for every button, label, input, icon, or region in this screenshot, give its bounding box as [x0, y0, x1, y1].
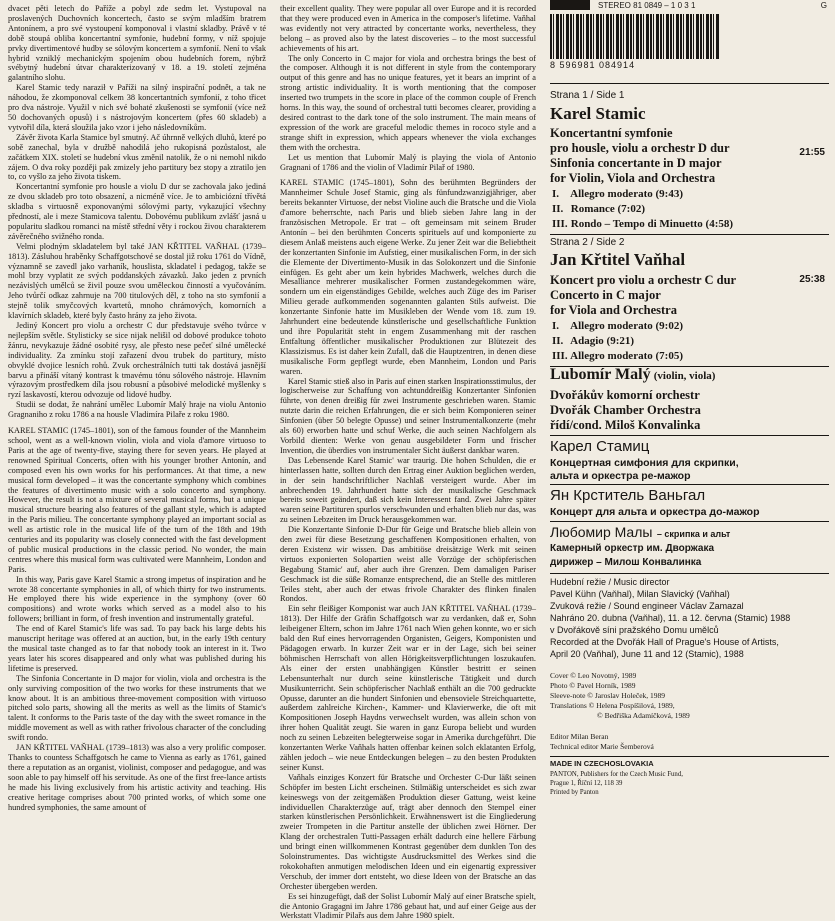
note-paragraph: Karel Stamic tedy naraził v Paříži na silný inspirační podnět, a tak ne náhodou, že zkomponoval celkem 38 koncertantních symfonií, z toho třicet pro dva nástroje. Využil v nich své bohaté zkušenosti se symfonií (více než 50 dochovaných opusů) i s nástrojovým koncertem (přes 60 skladeb) a vytvořil díla, která sloužila jako vzor i jeho následovníkům.	[8, 83, 266, 132]
note-paragraph: Die Konzertante Sinfonie D-Dur für Geige und Bratsche blieb allein von den zwei für diese Besetzung geschaffenen Kompositionen erhalten, von deren Existenz wir wissen. Das ambitiöse dreisätzige Werk mit seinen virtuos exponierten Solopartien weist alle Vorzüge der schöpferischen Begabung Stamic' auf, aber auch ihre Grenzen. Dem damaligen Pariser Geschmack ist die süße Romanze entsprechend, die an Stelle des mittleren Teiles steht, aber auch der etwas frivole Charakter des flinken finalen Rondos.	[280, 525, 536, 604]
side-1-work-en: Sinfonia concertante in D major	[550, 156, 722, 170]
corner-mark: G	[820, 1, 827, 10]
credit-line: Zvuková režie / Sound engineer Václav Zamazal	[550, 601, 744, 611]
credit-line: Pavel Kühn (Vaňhal), Milan Slavický (Vaňhal)	[550, 589, 730, 599]
copyright-line: Cover © Leo Novotný, 1989	[550, 671, 637, 680]
side-2-composer: Jan Křtitel Vaňhal	[550, 250, 686, 269]
note-paragraph: The end of Karel Stamic's life was sad. To pay back his large debts his manuscript heritage was offered at an auction, but, in the early 19th century the musical taste changed as to far that nobody took an interest in it. Two years later his scores disappeared and only what was published during his lifetime is preserved.	[8, 624, 266, 673]
publisher-line: Printed by Panton	[550, 789, 599, 796]
divider	[550, 435, 829, 436]
russian-soloist: Любомир Малы – скрипка и альт	[550, 524, 731, 540]
russian-composer-1: Карел Стамиц	[550, 438, 650, 455]
divider	[550, 234, 829, 235]
note-paragraph: Karel Stamic stieß also in Paris auf einen starken Inspirationsstimulus, der logischerweise zur Schaffung von achtunddreißig Konzertanter Sinfonien führte, von denen dreißig für zwei Instrumente geschrieben waren. Stamic nutzte darin die reichen Erfahrungen, die er sich beim Komponieren seiner Sinfonien (über 50 belegte Opusse) und seiner Instrumentalkonzerte (mehr als 60) erworben hatte und schuf Werke, die auch seinen Nachfolgern als Vorbild dienten: Werke von genau ausgebildeter Form und frischer Invention, die überdies von instrumentaler Sicht äußerst dankbar waren.	[280, 376, 536, 455]
orchestra-cz: Dvořákův komorní orchestr	[550, 388, 700, 402]
movement: II. Romance (7:02)	[552, 203, 645, 215]
movement: I. Allegro moderato (9:43)	[552, 188, 683, 200]
russian-composer-2: Ян Крститель Ваньгал	[550, 487, 706, 504]
publisher-line: PANTON, Publishers for the Czech Music Fund,	[550, 771, 683, 778]
barcode	[550, 14, 720, 59]
russian-work-1: альта и оркестра ре-мажор	[550, 470, 691, 482]
barcode-number: 8 596981 084914	[550, 60, 636, 70]
credit-line: Hudební režie / Music director	[550, 577, 670, 587]
side-1-label: Strana 1 / Side 1	[550, 90, 625, 101]
copyright-line: © Bedřiška Adamíčková, 1989	[597, 711, 690, 720]
side-1-work-cz: pro housle, violu a orchestr D dur	[550, 141, 730, 155]
russian-conductor: дирижер – Милош Конвалинка	[550, 557, 702, 568]
russian-orchestra: Камерный оркестр им. Дворжака	[550, 543, 715, 554]
copyright-line: Sleeve-note © Jaroslav Holeček, 1989	[550, 691, 666, 700]
note-paragraph: Vaňhals einziges Konzert für Bratsche und Orchester C-Dur läßt seinen Schöpfer im besten Licht erscheinen. Stilmäßig unterscheidet es sich zwar keineswegs von der zeitgemäßen Produktion dieser Gattung, weist keine individuellen Charakterzüge auf, trägt aber dennoch den Stempel einer starken künstlerischen Persönlichkeit. Erwähnenswert ist die Eingliederung zweier Trompeten in die Partitur anstelle der üblichen zwei Hörner. Der Klang der orchestralen Tutti-Passagen erhält dadurch eine hellere Färbung und bringt einen willkommenen Kontrast gegenüber dem dunklen Ton des Soloinstrumentes. Das wichtigste Ausdrucksmittel des Werkes sind die rokokohaften anmutigen melodischen Ideen und ein eigenartig expressiver Verschub, der immer dort entsteht, wo diese Ideen von der Bratsche an das Orchester übergeben werden.	[280, 772, 536, 891]
credit-line: Nahráno 20. dubna (Vaňhal), 11. a 12. června (Stamic) 1988	[550, 613, 791, 623]
note-paragraph: The Sinfonia Concertante in D major for violin, viola and orchestra is the only surviving composition of the two works for these instruments that we know about. It is an ambitious three-movement composition with virtuoso pitched solo parts, showing all the merits as well as the limits of Stamic's talent. It conforms to the Paris taste of the day with the sweet romance in the middle movement as well as with rather frivolous character of the concluding swift rondo.	[8, 673, 266, 743]
track-listing-column	[542, 0, 835, 800]
sleeve-notes-column-2	[272, 0, 542, 921]
copyright-line: Translations © Helena Pospíšilová, 1989,	[550, 701, 675, 710]
side-1-composer: Karel Stamic	[550, 104, 646, 123]
note-paragraph: In this way, Paris gave Karel Stamic a strong impetus of inspiration and he wrote 38 concertante symphonies in all, of which thirty for two instruments. He employed there his wide experience in the symphony (over 60 compositions) and wrote works which served as a model also to his followers; brilliant in form, of fresh invention and instrumentally grateful.	[8, 574, 266, 624]
side-1-duration: 21:55	[799, 147, 825, 158]
divider	[550, 83, 829, 84]
catalogue-number: STEREO 81 0849 – 1 0 3 1	[598, 1, 696, 10]
note-paragraph: Ein sehr fleißiger Komponist war auch JAN KŘTITEL VAŇHAL (1739–1813). Der Hilfe der Gräfin Schaffgotsch war zu verdanken, daß er, Sohn leibeigener Eltern, schon im Jahre 1761 nach Wien gehen konnte, wo er sich bald den Ruf eines hervorragenden Organisten, Geigers, Komponisten und Pädagogen erwarb. In kurzer Zeit war er in der Lage, sich bei seiner böhmischen Herrschaft von allen Hörigkeitsverpflichtungen loszukaufen. Als einer der ersten unabhängigen Künstler bestritt er seinen Lebensunterhalt nur durch seine künstlerische Tätigkeit und durch Musikunterricht. Sein schöpferischer Nachlaß enthält an die 700 gedruckte Opusse, darunter an die hundert Sinfonien und ebensoviele Streichquartette, außerdem zahlreiche Kirchen-, Kammer- und Klavierwerke, die oft mit Kompositionen Joseph Haydns verwechselt wurden, was allein schon von ihrer hohen Qualität zeugt. Sie waren in ganz Europa beliebt und wurden noch zu seinen Lebzeiten belegterweise sogar in Amerika durchgeführt. Die konzertanten Werke Vaňhals hatten offenbar keinen solch eklatanten Erfolg, zählen jedoch – wie neue Entdeckungen belegen – zu den besten Produkten seiner Kunst.	[280, 604, 536, 772]
side-2-work-en: Concerto in C major	[550, 288, 661, 302]
credit-line: Recorded at the Dvořák Hall of Prague's House of Artists,	[550, 637, 779, 647]
editor-line: Technical editor Marie Šemberová	[550, 742, 654, 751]
orchestra-en: Dvořák Chamber Orchestra	[550, 403, 701, 417]
made-in: MADE IN CZECHOSLOVAKIA	[550, 759, 654, 768]
note-paragraph: KAREL STAMIC (1745–1801), Sohn des berühmten Begründers der Mannheimer Schule Josef Stamic, ging als fünfundzwanzigjähriger, aber bereits bekannter Virtuose, der nebst Violine auch die Bratsche und die Viola d'amore beherrschte, nach Paris und blieb sieben Jahre lang in der französischen Metropole. Er trat – oft gemeinsam mit seinem Bruder Antonín – bei den berühmten Concerts spirituels auf und komponierte zu diesem Anlaß meistens auch eigene Werke. Zu jener Zeit war die Beliebtheit der konzertanten Sinfonie im Aufstieg, einer musikalischen Form, in der sich die Elemente der Divertimento-Musik in das Solokonzert und die Sinfonie einfügen. Es geht aber um kein hybrides Machwerk, welches durch die Mesalliance mehrerer musikalischer Formen zustandegekommen wäre, sondern um ein eigenständiges Gebilde, welches auch Züge des im Pariser Milieu gerade aufkommenden sogenannten galanten Stils aufweist. Die konzertante Sinfonie hatte im Musikleben der Wende vom 18. zum 19. Jahrhundert eine bedeutende künstlerische und gesellschaftliche Funktion und ihre Popularität steht in engem Zusammenhang mit der raschen Entfaltung öffentlicher musikalischer Produktionen zur Blütezeit des Klassizismus. Es ist daher kein Zufall, daß die Hauptzentren, in denen diese musikalische Form gepflegt wurde, eben Mannheim, London und Paris waren.	[280, 178, 536, 376]
side-2-work-cz: Koncert pro violu a orchestr C dur	[550, 273, 737, 287]
note-paragraph: Velmi plodným skladatelem byl také JAN KŘTITEL VAŇHAL (1739–1813). Zásluhou hraběnky Schaffgotschové se dostal již roku 1761 do Vídně, významně se zavedl jako varhaník, houslista, skladatel i pedagog, takže se mohl brzy vyplatit ze svých poddanských závazků. Jako jeden z prvních nezávislých umělců se živil pouze svou uměleckou činností a vyučováním. Jeho tvůrčí odkaz zahrnuje na 700 titulových děl, z toho na sto symfonií a stejně tolik smyčcových kvartetů, mnoho chrámových, komorních a klavírních skladeb, které byly často hrány za jeho života.	[8, 241, 266, 321]
movement: II. Adagio (9:21)	[552, 335, 635, 347]
divider	[550, 484, 829, 485]
side-2-duration: 25:38	[799, 274, 825, 285]
divider	[550, 573, 829, 574]
movement: I. Allegro moderato (9:02)	[552, 320, 683, 332]
publisher-line: Prague 1, Říční 12, 118 39	[550, 780, 623, 787]
russian-work-1: Концертная симфония для скрипки,	[550, 457, 739, 469]
note-paragraph: KAREL STAMIC (1745–1801), son of the famous founder of the Mannheim school, went as a well-known violin, viola and viola d'amore virtuoso to Paris at the age of twenty-five, staying there for seven years. He played at renowned Spiritual Concerts, often with his younger brother Antonín, and composed even his own works for his performances. At that time, a new musical form developed – it was the concertante symphony which combines the features of divertimento music with a solo concerto and symphony. However, the result is not a mixture of several musical forms, but a unique musical structure bearing also features of the gallant style, which is adapted in the Paris milieu. The concertante symphony played an important social as well as artistic role in the musical life of the turn of the 18th and 19th centuries and its popularity was closely connected with the fast development of public musical productions in the classic period. No wonder, the main centres where this musical form was cultivated were Mannheim, London and Paris.	[8, 426, 266, 574]
divider	[550, 521, 829, 522]
conductor: řídí/cond. Miloš Konvalinka	[550, 418, 701, 432]
sleeve-notes-column-1	[0, 0, 272, 812]
russian-work-2: Концерт для альта и оркестра до-мажор	[550, 506, 760, 518]
movement: III. Allegro moderato (7:05)	[552, 350, 683, 362]
divider	[550, 756, 829, 757]
note-paragraph: Koncertantní symfonie pro housle a violu D dur se zachovala jako jediná ze dvou skladeb pro toto obsazení, a nicméně více. Je to ambiciózní třívětá skladba s virtuosně exponovanými sólovými party, vykazující všechny předností, ale i meze Stamicova talentu. Dobovému publikum zvlášť jasná u popularitu sladkou romanci na místě střední věty i rockou živou charakterem závěrečného svižného ronda.	[8, 182, 266, 241]
note-paragraph: Jediný Koncert pro violu a orchestr C dur představuje svého tvůrce v nejlepším světle. Stylisticky se sice nijak nelišil od dobové produkce tohoto žánru, nevykazuje žádné osobité rysy, ale přesto nese pečeť silné umělecké individuality. Za zmínku stojí zařazení dvou trubek do partitury, místo obvyklé dvojice lesních rohů. Zvuk orchestrálních tutti tak dostává jasnější barvu a přináší vítaný kontrast k tmavému tónu sólového nástroje. Hlavním výrazovým prostředkem díla jsou robusní a působivé melodické myšlenky s ryzí laskavostí, kterou odvozuje od lidové hudby.	[8, 321, 266, 400]
note-paragraph: Es sei hinzugefügt, daß der Solist Lubomír Malý auf einer Bratsche spielt, die Antonio Gragagni im Jahre 1786 gebaut hat, und auf einer Geige aus der Werkstatt Vladimír Pilařs aus dem Jahre 1980 spielt.	[280, 891, 536, 921]
credit-line: April 20 (Vaňhal), June 11 and 12 (Stamic), 1988	[550, 649, 744, 659]
editor-line: Editor Milan Beran	[550, 732, 609, 741]
note-paragraph: Das Lebensende Karel Stamic' war traurig. Die hohen Schulden, die er hinterlassen hatte, sollten durch den Ertrag einer Auktion beglichen werden, in der sein handschriftlicher Nachlaß versteigert wurde. Aber im anbrechenden 19. Jahrhundert hatte sich der musikalische Geschmack bereits soweit geändert, daß sich kein Interessent fand. Zwei Jahre später waren seine Partituren spurlos verschwunden und erhalten blieb nur das, was zu seinen Lebzeiten im Druck herausgekommen war.	[280, 455, 536, 525]
movement: III. Rondo – Tempo di Minuetto (4:58)	[552, 218, 734, 230]
copyright-line: Photo © Pavel Horník, 1989	[550, 681, 636, 690]
note-paragraph: The only Concerto in C major for viola and orchestra brings the best of the composer. Although it is not different in style from the contemporary output of this genre and has no unique features, yet it bears an imprint of a strong artistic individuality. It is worth mentioning that the composer inserted two trumpets in the score in place of the common couple of French horns. In this way, the sound of orchestral tutti becomes clearer, providing a desired contrast to the dark tone of the solo instrument. The main means of expression of the work are graceful melodic themes in rococo style and a strange shift in expression, which appears whenever the viola exchanges them with the orchestra.	[280, 53, 536, 152]
note-paragraph: Studii se dodat, že nahrání umělec Lubomír Malý hraje na violu Antonio Gragnaniho z roku 1786 a na housle Vladimíra Pilaře z roku 1980.	[8, 400, 266, 420]
side-1-work-cz: Koncertantní symfonie	[550, 126, 673, 140]
side-2-work-en: for Viola and Orchestra	[550, 303, 677, 317]
note-paragraph: their excellent quality. They were popular all over Europe and it is recorded that they were produced even in America in the composer's lifetime. Vaňhal was evidently not very attracted by concertante works, nevertheless, they belong – as proved also by the latest discoveries – to the most successful achievements of his art.	[280, 4, 536, 53]
side-1-work-en: for Violin, Viola and Orchestra	[550, 171, 716, 185]
credit-line: v Dvořákově síni pražského Domu umělců	[550, 625, 719, 635]
side-2-label: Strana 2 / Side 2	[550, 237, 625, 248]
note-paragraph: Závěr života Karla Stamice byl smutný. Ač úhrnně velkých dluhů, které po sobě zanechal, byla v družbě nahodilá jeho rukopisná pozůstalost, ale začátkem XIX. století se hudební vkus změnil natolik, že o ni nemohl nikdo zájem. O dva roky později pak zmizely jeho partitury bez stopy a ztratilo jen to, co vyšlo za jeho života tiskem.	[8, 132, 266, 182]
label-logo	[550, 0, 590, 10]
note-paragraph: JAN KŘTITEL VAŇHAL (1739–1813) was also a very prolific composer. Thanks to countess Schaffgotsch he came to Vienna as early as 1761, gained there a reputation as an organist, violinist, composer and pedagogue, and was soon able to pay himself off his servitude. As one of the first free-lance artists he made his living exclusively from his artistic activity and teaching. His creative heritage comprises about 700 printed works, of which some one hundred symphonies, the same amount of	[8, 743, 266, 812]
note-paragraph: dvacet pěti letech do Paříže a pobyl zde sedm let. Vystupoval na proslavených Duchovních koncertech, často se svým mladším bratrem Antonínem, a pro své vystoupení komponoval i vlastní skladby. Právě v té době stoupá obliba koncertantní symfonie, hudební formy, v níž spojuje prvky divertimentové hudby se sólovým koncertem a symfonií. Není to však hybrid vzniklý mechanickým spojením obou hudebních forem, nýbrž svébytný hudební útvar charakterizovaný v 18. a 19. století zejména galantního slohu.	[8, 4, 266, 83]
soloist: Lubomír Malý (violin, viola)	[550, 366, 716, 383]
note-paragraph: Let us mention that Lubomír Malý is playing the viola of Antonio Gragnani of 1786 and the violin of Vladimír Pilař of 1980.	[280, 152, 536, 172]
